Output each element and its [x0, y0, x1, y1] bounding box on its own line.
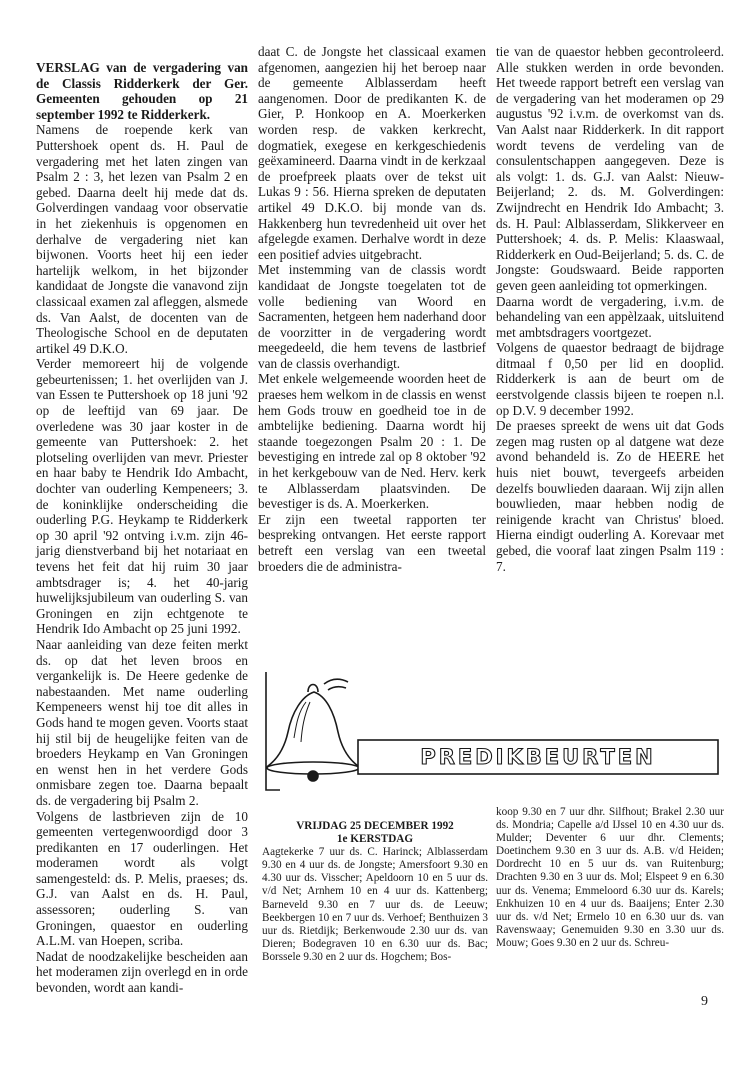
article-paragraph: Verder memoreert hij de volgende gebeurtenissen; 1. het overlijden van J. van Essen te Puttershoek op 18 juni '92 op de leeftijd van 69 jaar. De overledene was 30 jaar koster in de gemeente van Puttershoek: 2. het plotseling overlijden van mevr. Priester en haar baby te Hendrik Ido Ambacht, dochter van ouderling Kempeneers; 3. de koninklijke onderscheiding die ouderling P.G. Heykamp te Ridderkerk op 30 april '92 ontving i.v.m. zijn 46-jarig dienstverband bij het notariaat en tevens het feit dat hij ruim 30 jaar ambtsdrager is; 4. het 40-jarig huwelijksjubileum van ouderling S. van Groningen en zijn echtgenote te Hendrik Ido Ambacht op 25 juni 1992. — [36, 356, 248, 637]
article-paragraph: Volgens de quaestor bedraagt de bijdrage ditmaal f 0,50 per lid en dooplid. Ridderkerk is aan de beurt om de eerstvolgende classis bijeen te roepen n.l. op D.V. 9 december 1992. — [496, 340, 724, 418]
article-paragraph: Met enkele welgemeende woorden heet de praeses hem welkom in de classis en wenst hem Gods trouw en goedheid toe in de ambtelijke bediening. Daarna wordt hij staande toegezongen Psalm 20 : 1. De bevestiging en intrede zal op 8 oktober '92 in het kerkgebouw van de Ned. Herv. kerk te Alblasserdam plaatsvinden. De bevestiger is ds. A. Moerkerken. — [258, 371, 486, 512]
article-paragraph: daat C. de Jongste het classicaal examen afgenomen, aangezien hij het beroep naar de gemeente Alblasserdam heeft aangenomen. Door de predikanten K. de Gier, P. Honkoop en A. Moerkerken worden resp. de vakken kerkrecht, dogmatiek, exegese en kerkgeschiedenis geëxamineerd. Daarna vindt in de kerkzaal de proefpreek plaats over de tekst uit Lukas 9 : 56. Hierna spreken de deputaten artikel 49 D.K.O. bij monde van ds. Hakkenberg hun tevredenheid uit over het afgelegde examen. Derhalve wordt in deze een positief advies uitgebracht. — [258, 44, 486, 262]
article-column-2 — [258, 44, 486, 574]
schedule-entries: Aagtekerke 7 uur ds. C. Harinck; Alblasserdam 9.30 en 4 uur ds. de Jongste; Amersfoort 9.30 en 4.30 uur ds. Visscher; Apeldoorn 10 en 5 uur ds. v/d Net; Arnhem 10 en 4 uur ds. Kattenberg; Barneveld 9.30 en 7 uur ds. de Leeuw; Beekbergen 10 en 7 uur ds. Verhoef; Benthuizen 3 uur ds. Rietdijk; Berkenwoude 2.30 uur ds. van Dieren; Bodegraven 10 en 6.30 uur ds. Bac; Borssele 9.30 en 2 uur ds. Hogchem; Bos- — [262, 846, 488, 963]
schedule-column-2 — [496, 806, 724, 950]
schedule-column-1 — [262, 820, 488, 964]
article-paragraph: Daarna wordt de vergadering, i.v.m. de behandeling van een appèlzaak, uitsluitend met ambtsdragers voortgezet. — [496, 293, 724, 340]
article-paragraph: Met instemming van de classis wordt kandidaat de Jongste toegelaten tot de volle bediening van Woord en Sacramenten, hetgeen hem naderhand door de voorzitter in de vergadering wordt meegedeeld, die hem tevens de lastbrief van de classis overhandigt. — [258, 262, 486, 371]
banner-title: PREDIKBEURTEN — [420, 745, 656, 769]
article-paragraph: De praeses spreekt de wens uit dat Gods zegen mag rusten op al datgene wat deze avond behandeld is. Zo de HEERE het huis niet bouwt, tevergeefs arbeiden dezelfs bouwlieden daaraan. Wij zijn allen bouwlieden, maar hebben nodig de reinigende kracht van Christus' bloed. Hierna eindigt ouderling A. Korevaar met gebed, die vooraf laat zingen Psalm 119 : 7. — [496, 418, 724, 574]
page-number: 9 — [701, 994, 708, 1009]
article-heading: VERSLAG van de vergadering van de Classis Ridderkerk der Ger. Gemeenten gehouden op 21 september 1992 te Ridderkerk. — [36, 60, 248, 122]
bell-icon — [266, 672, 359, 790]
article-paragraph: Namens de roepende kerk van Puttershoek opent ds. H. Paul de vergadering met het laten zingen van Psalm 2 : 3, het lezen van Psalm 2 en gebed. Daarna deelt hij mede dat ds. Golverdingen vandaag voor observatie in het ziekenhuis is opgenomen en derhalve de vergadering niet kan bijwonen. Voorts heet hij een ieder hartelijk welkom, in het bijzonder kandidaat de Jongste die vanavond zijn classicaal examen zal afleggen, alsmede ds. Van Aalst, de docenten van de Theologische School en de deputaten artikel 49 D.K.O. — [36, 122, 248, 356]
schedule-date: VRIJDAG 25 DECEMBER 1992 — [296, 820, 454, 832]
predikbeurten-banner — [262, 662, 722, 792]
schedule-day: 1e KERSTDAG — [336, 833, 414, 846]
schedule-entries: koop 9.30 en 7 uur dhr. Silfhout; Brakel 2.30 uur ds. Mondria; Capelle a/d IJssel 10 en 4.30 uur ds. Mulder; Deventer 6 uur dhr. Clements; Doetinchem 9.30 en 3 uur ds. A.B. v/d Heiden; Dordrecht 10 en 5 uur ds. van Ruitenburg; Drachten 9.30 en 3 uur ds. Mol; Elspeet 9 en 6.30 uur ds. Venema; Emmeloord 6.30 uur ds. Karels; Enkhuizen 10 en 4 uur ds. Baaijens; Enter 2.30 uur ds. v/d Net; Ermelo 10 en 6.30 uur ds. van Ravenswaay; Genemuiden 9.30 en 3.30 uur ds. Mouw; Goes 9.30 en 2 uur ds. Schreu- — [496, 806, 724, 949]
article-paragraph: Er zijn een tweetal rapporten ter bespreking ontvangen. Het eerste rapport betreft een verslag van een tweetal broeders die de administra- — [258, 511, 486, 574]
article-column-3 — [496, 44, 724, 574]
article-column-1 — [36, 60, 248, 996]
article-paragraph: tie van de quaestor hebben gecontroleerd. Alle stukken werden in orde bevonden. Het tweede rapport betreft een verslag van de vergadering van het moderamen op 29 augustus '92 i.v.m. de overkomst van ds. Van Aalst naar Ridderkerk. In dit rapport wordt tevens de verdeling van de consulentschappen aangegeven. Deze is als volgt: 1. ds. G.J. van Aalst: Nieuw-Beijerland; 2. ds. M. Golverdingen: Zwijndrecht en Hendrik Ido Ambacht; 3. ds. H. Paul: Alblasserdam, Slikkerveer en Puttershoek; 4. ds. P. Melis: Klaaswaal, Ridderkerk en Oud-Beijerland; 5. ds. C. de Jongste: Goudswaard. Beide rapporten geven geen aanleiding tot opmerkingen. — [496, 44, 724, 293]
article-paragraph: Naar aanleiding van deze feiten merkt ds. op dat het leven broos en vergankelijk is. De Heere gedenke de nabestaanden. Met name ouderling Kempeneers wenst hij toe dit alles in Gods hand te mogen geven. Voorts staat hij stil bij de heugelijke feiten van de broeders Heykamp en Van Groningen en wenst hen in het verdere Gods onmisbare zegen toe. Daarna bepaalt ds. de vergadering bij Psalm 2. — [36, 636, 248, 808]
article-paragraph: Volgens de lastbrieven zijn de 10 gemeenten vertegenwoordigd door 3 predikanten en 17 ouderlingen. Het moderamen wordt als volgt samengesteld: ds. P. Melis, praeses; ds. G.J. van Aalst en ds. H. Paul, assessoren; ouderling S. van Groningen, quaestor en ouderling A.L.M. van Hoepen, scriba. — [36, 808, 248, 949]
article-paragraph: Nadat de noodzakelijke bescheiden aan het moderamen zijn overlegd en in orde bevonden, wordt aan kandi- — [36, 948, 248, 996]
